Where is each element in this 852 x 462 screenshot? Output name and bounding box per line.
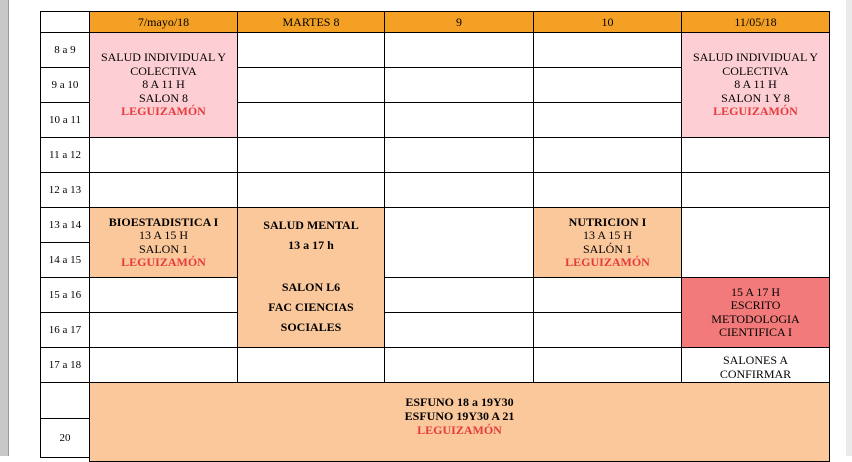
class-line: SALON 1 [138,241,188,256]
class-title: BIOESTADISTICA I [108,214,219,229]
header-day-thursday: 10 [533,11,682,33]
class-line: SALUD INDIVIDUAL Y [100,50,227,65]
empty-cell [384,277,534,313]
empty-cell [681,137,830,173]
class-line: SALON 8 [138,90,188,105]
class-block-salud-mental-tuesday [237,207,385,348]
teacher-name: LEGUIZAMÓN [713,104,798,119]
empty-cell [533,312,682,348]
header-day-tuesday: MARTES 8 [237,11,385,33]
empty-cell [533,32,682,68]
time-slot: 9 a 10 [40,67,90,103]
time-slot: 8 a 9 [40,32,90,68]
empty-cell [384,67,534,103]
class-block-metodologia-friday [681,277,830,348]
class-title: SALUD MENTAL [263,218,359,232]
teacher-name: LEGUIZAMÓN [417,423,502,437]
class-line: 13 a 17 h [288,238,334,252]
empty-cell [681,172,830,208]
class-block-bioestadistica-monday [89,207,238,278]
teacher-name: LEGUIZAMÓN [121,255,206,269]
class-line: 8 A 11 H [734,77,777,92]
time-slot: 10 a 11 [40,102,90,138]
empty-cell [89,312,238,348]
time-slot: 15 a 16 [40,277,90,313]
empty-cell [533,277,682,313]
empty-cell [384,32,534,68]
empty-cell [384,207,534,278]
empty-cell [384,312,534,348]
time-slot: 12 a 13 [40,172,90,208]
class-line: ESFUNO 18 a 19Y30 [405,395,514,409]
class-block-salud-individual-friday [681,32,830,138]
empty-cell [237,32,385,68]
empty-cell [681,207,830,278]
empty-cell [89,137,238,173]
header-day-wednesday: 9 [384,11,534,33]
class-line: 8 A 11 H [142,77,185,92]
time-slot: 14 a 15 [40,242,90,278]
header-day-monday: 7/mayo/18 [89,11,238,33]
empty-cell [237,67,385,103]
class-line: ESCRITO [730,298,781,312]
empty-cell [237,172,385,208]
teacher-name: LEGUIZAMÓN [121,104,206,119]
teacher-name: LEGUIZAMÓN [565,255,650,269]
class-block-salud-individual-monday [89,32,238,138]
class-line: 15 A 17 H [730,284,780,299]
class-line: COLECTIVA [722,63,789,78]
empty-cell [237,347,385,383]
time-slot: 17 a 18 [40,347,90,383]
time-slot: 13 a 14 [40,207,90,243]
class-line: CONFIRMAR [719,366,792,381]
empty-cell [533,172,682,208]
empty-cell [89,277,238,313]
class-block-nutricion-thursday [533,207,682,278]
class-line: SOCIALES [280,320,342,334]
class-line: 13 A 15 H [582,228,632,242]
time-slot: 11 a 12 [40,137,90,173]
empty-cell [384,347,534,383]
time-slot [40,382,90,419]
empty-cell [533,67,682,103]
class-line: ESFUNO 19Y30 A 21 [404,409,515,423]
class-line: SALON 1 Y 8 [721,90,790,105]
empty-cell [237,102,385,138]
empty-cell [384,137,534,173]
empty-cell [89,172,238,208]
time-slot: 20 [40,418,90,458]
class-line: CIENTIFICA I [719,325,792,339]
header-day-friday: 11/05/18 [681,11,830,33]
empty-cell [384,102,534,138]
time-slot: 16 a 17 [40,312,90,348]
class-line: FAC CIENCIAS [268,300,354,314]
class-line: 13 A 15 H [138,228,188,242]
class-line: METODOLOGIA [711,311,800,326]
class-line: COLECTIVA [130,63,197,78]
empty-cell [384,172,534,208]
empty-cell [533,347,682,383]
header-corner-cell [40,11,90,33]
empty-cell [533,137,682,173]
right-window-edge [846,0,852,456]
class-line: SALUD INDIVIDUAL Y [692,50,819,65]
class-block-esfuno [89,382,830,462]
empty-cell [89,347,238,383]
empty-cell [237,137,385,173]
class-line: SALÓN 1 [582,241,632,256]
class-title: NUTRICION I [568,214,647,229]
class-line: SALON L6 [281,280,341,294]
salones-note-friday [681,347,830,383]
class-line: SALONES A [722,353,788,367]
empty-cell [533,102,682,138]
